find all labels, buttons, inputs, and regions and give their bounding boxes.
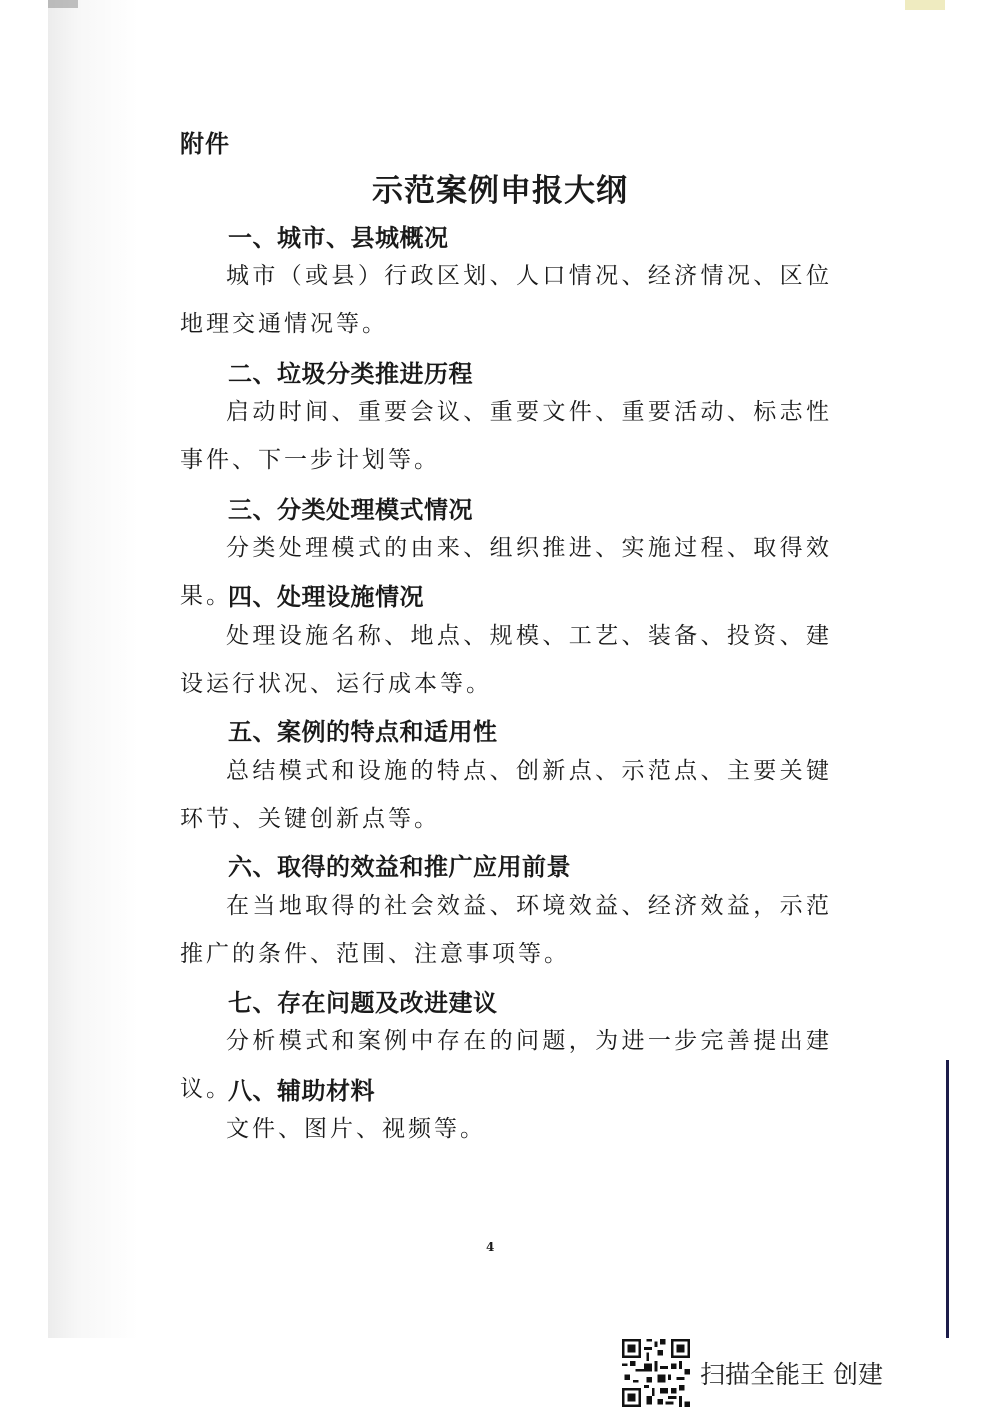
page-number: 4	[486, 1240, 495, 1254]
section-body: 分类处理模式的由来、组织推进、实施过程、取得效果。	[180, 535, 832, 609]
section-heading: 六、取得的效益和推广应用前景	[228, 853, 571, 881]
watermark-text: 扫描全能王 创建	[700, 1360, 883, 1389]
scan-artifact-top-left	[48, 0, 78, 8]
section-body: 处理设施名称、地点、规模、工艺、装备、投资、建设运行状况、运行成本等。	[180, 623, 832, 697]
page-edge-line	[946, 1060, 949, 1340]
scan-artifact-top-right	[905, 0, 945, 10]
section-heading: 二、垃圾分类推进历程	[228, 360, 473, 388]
qr-code-icon	[622, 1339, 690, 1407]
section-body: 在当地取得的社会效益、环境效益、经济效益，示范推广的条件、范围、注意事项等。	[180, 893, 832, 967]
section-heading: 七、存在问题及改进建议	[228, 989, 498, 1017]
section-body: 总结模式和设施的特点、创新点、示范点、主要关键环节、关键创新点等。	[180, 758, 832, 832]
section-heading: 四、处理设施情况	[228, 583, 424, 611]
section-body: 分析模式和案例中存在的问题，为进一步完善提出建议。	[180, 1028, 832, 1102]
section-heading: 一、城市、县城概况	[228, 224, 449, 252]
section-heading: 五、案例的特点和适用性	[228, 718, 498, 746]
section-body: 文件、图片、视频等。	[226, 1116, 486, 1142]
section-heading: 三、分类处理模式情况	[228, 496, 473, 524]
document-title: 示范案例申报大纲	[372, 173, 628, 209]
attachment-label: 附件	[180, 130, 230, 158]
section-heading: 八、辅助材料	[228, 1077, 375, 1105]
section-body: 启动时间、重要会议、重要文件、重要活动、标志性事件、下一步计划等。	[180, 399, 832, 473]
section-body: 城市（或县）行政区划、人口情况、经济情况、区位地理交通情况等。	[180, 263, 832, 337]
